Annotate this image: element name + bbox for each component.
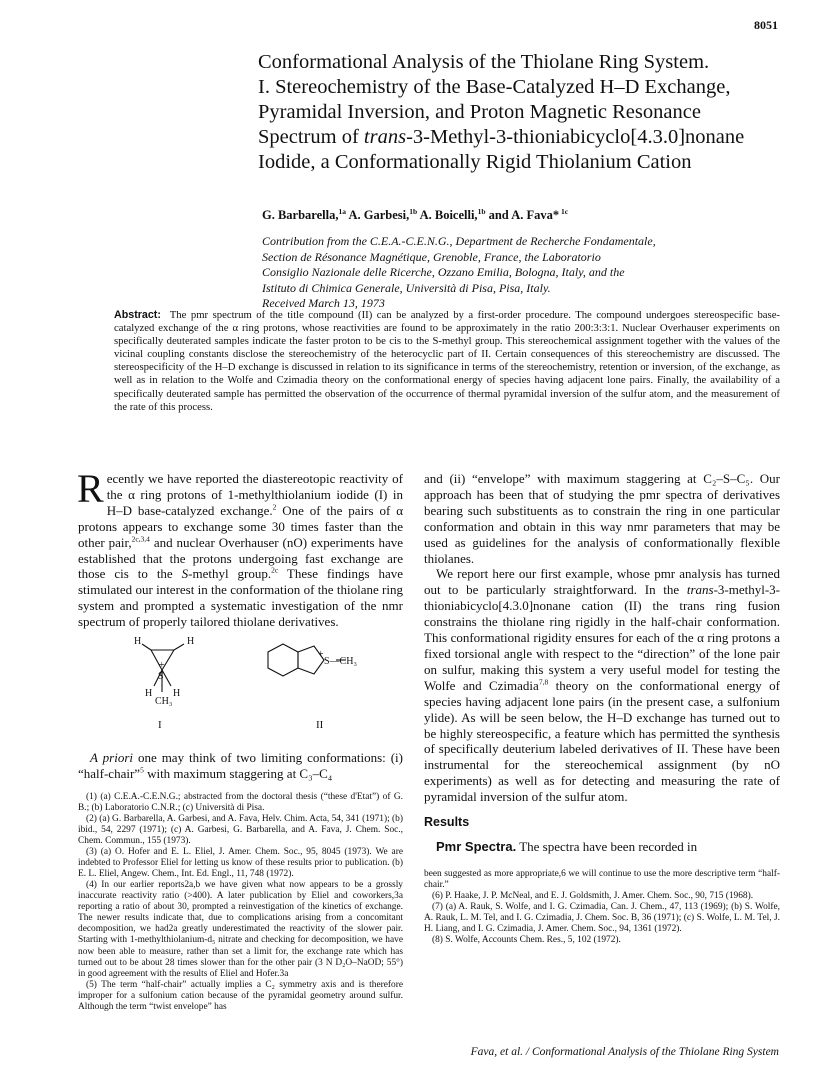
author-affil-mark: 1b [477, 206, 486, 216]
citation: 2c,3,4 [131, 534, 150, 544]
atom-H: H [187, 636, 195, 648]
footnote-2: (2) (a) G. Barbarella, A. Garbesi, and A. Fava, Helv. Chim. Acta, 54, 341 (1971); (b) ibid., 54, 2297 (1971); (c) A. Garbesi, G. Barbarella, and A. Fava, J. Chem. Soc., Chem. Commun., 155 (1973). [78, 813, 403, 847]
body-italic: S [181, 566, 189, 582]
body-text: We report here our first example, whose pmr analysis has turned out to be particularly straightforward. In the [424, 566, 780, 598]
citation: 5 [140, 765, 144, 775]
structure-label-I: I [158, 719, 162, 732]
footnote-5: (5) The term “half-chair” actually implies a C₂ symmetry axis and is therefore improper for a sulfonium cation because of the pyramidal geometry around sulfur. Although the term “twist envelope” has [78, 979, 403, 1012]
affiliation-line: Consiglio Nazionale delle Ricerche, Ozzano Emilia, Bologna, Italy, and the [262, 265, 625, 279]
title-line-3: Pyramidal Inversion, and Proton Magnetic Resonance [258, 101, 701, 123]
chemical-structures [78, 634, 403, 762]
atom-H: H [134, 636, 142, 648]
charge-plus: + [318, 649, 324, 661]
citation: 2c [271, 566, 279, 576]
footnotes-right [424, 869, 780, 946]
author-affil-mark: 1a [338, 206, 347, 216]
citation: 2 [272, 502, 277, 512]
group-S-CH3: S—CH₃ [324, 656, 357, 668]
citation: 7,8 [538, 677, 549, 687]
article-title [258, 50, 778, 175]
atom-H: H [145, 688, 153, 700]
body-text: -methyl group. [188, 566, 272, 582]
footnote-1: (1) (a) C.E.A.-C.E.N.G.; abstracted from the doctoral thesis (“these d'Etat”) of G. B.; (b) Laboratorio C.N.R.; (c) Università di Pisa. [78, 791, 403, 813]
body-text: -3-methyl-3-thioniabicyclo[4.3.0]nonane cation (II) the trans ring fusion constrains the thiolane ring rigidly in the half-chair conformation. This conformational rigidity ensures for each of the α ring protons a fixed torsional angle with respect to the “direction” of the lone pair on sulfur, making this system a very useful model for testing the Wolfe and Czimadia [424, 582, 780, 693]
charge-plus: + [159, 660, 165, 672]
title-line-2: I. Stereochemistry of the Base-Catalyzed H–D Exchange, [258, 76, 731, 98]
drop-cap: R [77, 466, 104, 511]
body-text: one may think of two limiting conformations: (i) “half-chair” [78, 750, 403, 781]
footnote-3: (3) (a) O. Hofer and E. L. Eliel, J. Amer. Chem. Soc., 95, 8045 (1973). We are indebted to Professor Eliel for letting us know of these results prior to publication. (b) E. L. Eliel, Angew. Chem., Int. Ed. Engl., 11, 748 (1972). [78, 847, 403, 880]
footnotes-left [78, 792, 403, 1013]
author: G. Barbarella, [262, 208, 339, 222]
body-text: One of the pairs of α protons appears to exchange some 30 times faster than the other pair, [78, 502, 404, 550]
pmr-paragraph [424, 839, 780, 855]
author: A. Garbesi, [346, 208, 410, 222]
author: A. Boicelli, [417, 208, 478, 222]
author-affil-mark: 1b [409, 206, 418, 216]
body-italic: trans [686, 582, 714, 598]
affiliation-line: Contribution from the C.E.A.-C.E.N.G., Department de Recherche Fondamentale, [262, 234, 656, 248]
running-footer: Fava, et al. / Conformational Analysis of the Thiolane Ring System [470, 1046, 779, 1058]
abstract-label: Abstract: [114, 309, 161, 321]
structure-label-II: II [316, 719, 324, 732]
envelope-paragraph: and (ii) “envelope” with maximum staggering at C₂–S–C₅. Our approach has been that of studying the pmr spectra of derivatives bearing such substituents as to constrain the ring in one particular conformation and obtain in this way nmr parameters that may be used as guidelines for the analysis of conformationally flexible thiolanes. [424, 471, 780, 566]
intro-paragraph [77, 466, 404, 630]
body-text: with maximum staggering at C₃–C₄ [143, 765, 333, 781]
page-number: 8051 [754, 18, 778, 32]
footnote-7: (7) (a) A. Rauk, S. Wolfe, and I. G. Czimadia, Can. J. Chem., 47, 113 (1969); (b) S. Wolfe, A. Rauk, L. M. Tel, and I. G. Czimadia, J. Chem. Soc. B, 36 (1971); (c) S. Wolfe, L. M. Tel, J. H. Liang, and I. G. Czimadia, J. Amer. Chem. Soc., 94, 1361 (1972). [424, 901, 780, 935]
section-heading-results: Results [424, 815, 470, 830]
title-text: -3-Methyl-3-thioniabicyclo[4.3.0]nonane [406, 126, 745, 148]
footnote-6: (6) P. Haake, J. P. McNeal, and E. J. Goldsmith, J. Amer. Chem. Soc., 90, 715 (1968). [432, 890, 754, 901]
author: and A. Fava* [485, 208, 560, 222]
title-line-5: Iodide, a Conformationally Rigid Thiolanium Cation [258, 151, 692, 173]
body-text: The spectra have been recorded in [516, 838, 698, 854]
author-list [262, 208, 782, 223]
body-italic: A priori [90, 750, 134, 766]
title-text: Spectrum of [258, 126, 364, 148]
affiliation-line: Istituto di Chimica Generale, Università di Pisa, Pisa, Italy. [262, 280, 551, 295]
author-affil-mark: 1c [559, 206, 569, 216]
footnote-4: (4) In our earlier reports2a,b we have given what now appears to be a grossly inaccurate reactivity ratio (>400). A later publication by Eliel and coworkers,3a reporting a ratio of about 30, prompted a reinvestigation of the kinetics of exchange. The newer results indicate that, due to complications arising from a concomitant decomposition, we had2a greatly underestimated the reactivity of the slower pair. Starting with 1-methylthiolanium-d₅ nitrate and checking for decomposition, we have now been able to measure, rather than set a limit for, the exchange rate which has turned out to be about 28 times slower than for the other pair (3 N D₂O–NaOD; 55°) in good agreement with the results of Eliel and Hofer.3a [78, 880, 403, 979]
received-date: Received March 13, 1973 [262, 296, 385, 310]
footnote-8: (8) S. Wolfe, Accounts Chem. Res., 5, 102 (1972). [432, 935, 621, 946]
body-text: ecently we have reported the diastereotopic reactivity of the α ring protons of 1-methylthiolanium iodide (I) in H–D base-catalyzed exchange. [106, 471, 403, 518]
affiliation [262, 234, 782, 312]
example-paragraph [424, 566, 780, 805]
title-line-4 [258, 125, 778, 150]
atom-H: H [173, 688, 181, 700]
atom-S: S [158, 671, 164, 683]
group-CH3: CH₃ [155, 696, 173, 708]
right-column [424, 471, 780, 946]
abstract [114, 309, 780, 414]
affiliation-line: Section de Résonance Magnétique, Grenoble, France, the Laboratorio [262, 249, 601, 264]
left-column [77, 466, 404, 1013]
body-text: theory on the conformational energy of species having adjacent lone pairs (in the present case, a sulfonium ylide). As will be seen below, the H–D exchange has turned out to be highly stereospecific, a feature which has permitted the synthesis of specifically deuterium labeled derivatives of II. These have been instrumental for the stereochemical assignment (by nO experiments) as well as for detecting and measuring the rate of pyramidal inversion of the sulfur atom. [424, 677, 780, 805]
body-text: These findings have stimulated our interest in the conformation of the thiolane ring system and prompted a systematic investigation of the nmr spectrum of properly tailored thiolane derivatives. [78, 566, 403, 630]
body-text: and nuclear Overhauser (nO) experiments have established that the protons undergoing fast exchange are those cis to the [78, 534, 403, 582]
footnote-5-continued: been suggested as more appropriate,6 we will continue to use the more descriptive term “half-chair.” [424, 868, 780, 890]
abstract-text: The pmr spectrum of the title compound (II) can be analyzed by a first-order procedure. The compound undergoes stereospecific base-catalyzed exchange of the α ring protons, whose reactivities are found to be approximately in the ratio 200:3:3:1. Nuclear Overhauser experiments on specifically deuterated samples indicate the faster proton to be cis to the S-methyl group. This stereochemical assignment together with the values of the vicinal coupling constants disclose the stereochemistry of the heterocyclic part of II. Certain consequences of this stereochemistry are discussed. The stereospecificity of the H–D exchange is discussed in relation to its significance in terms of the stereochemistry, retention or inversion, of the exchange, as well as in relation to the Wolfe and Czimadia theory on the conformational energy of species having adjacent lone pairs. Finally, the availability of a specifically deuterated sample has permitted the observation of the occurrence of thermal pyramidal inversion of the sulfur atom, and the measurement of the rate of this process. [114, 309, 780, 413]
title-line-1: Conformational Analysis of the Thiolane Ring System. [258, 51, 710, 73]
title-italic: trans [363, 126, 407, 148]
subsection-heading: Pmr Spectra. [436, 838, 517, 854]
